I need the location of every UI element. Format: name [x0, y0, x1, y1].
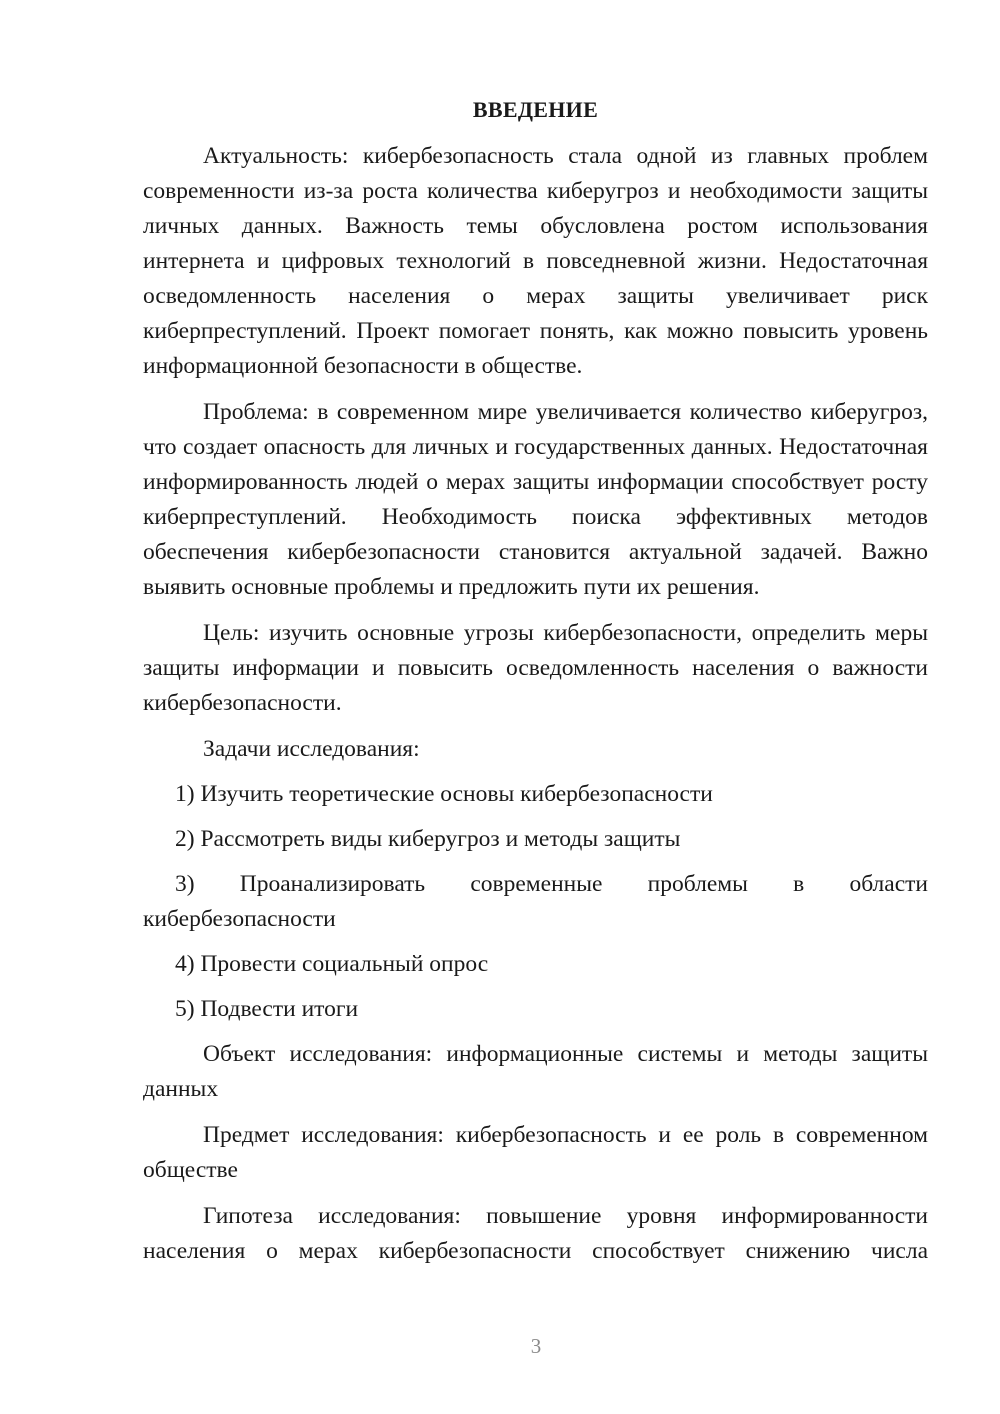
- goal-paragraph: Цель: изучить основные угрозы кибербезопасности, определить меры защиты информации и повысить осведомленность населения о важности кибербезопасности.: [143, 620, 928, 716]
- tasks-list: [143, 777, 928, 1027]
- page-title: ВВЕДЕНИЕ: [472, 97, 599, 122]
- tasks-heading: Задачи исследования:: [203, 736, 420, 762]
- task-item: 1) Изучить теоретические основы кибербезопасности: [175, 781, 713, 807]
- subject-paragraph: Предмет исследования: кибербезопасность и ее роль в современном обществе: [143, 1122, 928, 1183]
- page-number: 3: [530, 1334, 542, 1358]
- task-item: 2) Рассмотреть виды киберугроз и методы защиты: [175, 826, 681, 852]
- object-paragraph: Объект исследования: информационные системы и методы защиты данных: [143, 1041, 928, 1102]
- document-body: [143, 92, 928, 1280]
- task-item: 4) Провести социальный опрос: [175, 951, 489, 977]
- relevance-paragraph: Актуальность: кибербезопасность стала одной из главных проблем современности из-за роста количества киберугроз и необходимости защиты личных данных. Важность темы обусловлена ростом использования интернета и цифровых технологий в повседневной жизни. Недостаточная осведомленность населения о мерах защиты увеличивает риск киберпреступлений. Проект помогает понять, как можно повысить уровень информационной безопасности в обществе.: [143, 143, 928, 379]
- task-item: 5) Подвести итоги: [175, 996, 359, 1022]
- hypothesis-paragraph: Гипотеза исследования: повышение уровня информированности населения о мерах кибербезопасности способствует снижению числа: [143, 1203, 928, 1264]
- task-item: 3) Проанализировать современные проблемы в области кибербезопасности: [143, 871, 928, 932]
- problem-paragraph: Проблема: в современном мире увеличивается количество киберугроз, что создает опасность для личных и государственных данных. Недостаточная информированность людей о мерах защиты информации способствует росту киберпреступлений. Необходимость поиска эффективных методов обеспечения кибербезопасности становится актуальной задачей. Важно выявить основные проблемы и предложить пути их решения.: [143, 399, 928, 600]
